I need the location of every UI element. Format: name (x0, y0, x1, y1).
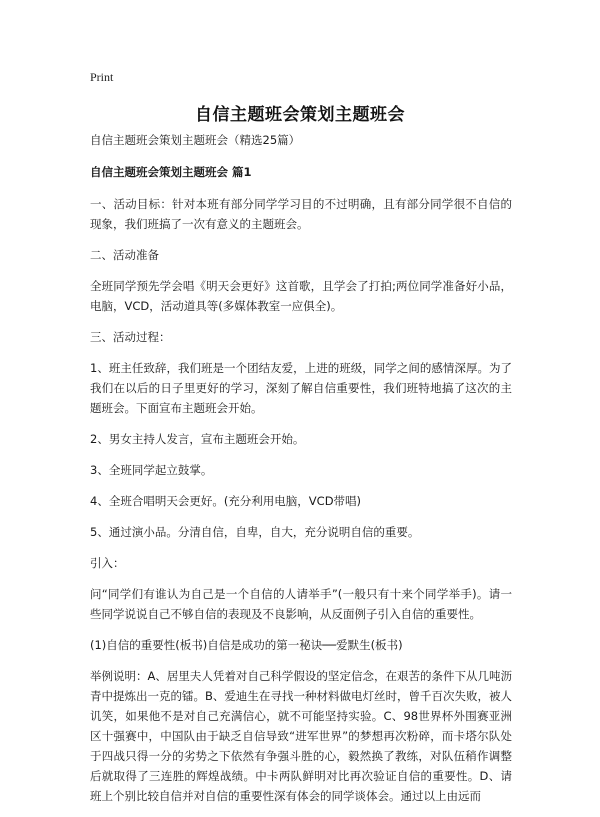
paragraph-examples: 举例说明：A、居里夫人凭着对自己科学假设的坚定信念，在艰苦的条件下从几吨沥青中提炼出一克的镭。B、爱迪生在寻找一种材料做电灯丝时，曾千百次失败，被人讥笑，如果他不是对自己充满信心，就不可能坚持实验。C、98世界杯外围赛亚洲区十强赛中，中国队由于缺乏自信导致“进军世界”的梦想再次粉碎，而卡塔尔队处于四战只得一分的劣势之下依然有争强斗胜的心，毅然换了教练，对队伍稍作调整后就取得了三连胜的辉煌战绩。中卡两队鲜明对比再次验证自信的重要性。D、请班上个别比较自信并对自信的重要性深有体会的同学谈体会。通过以上由远而 (90, 669, 512, 803)
paragraph-step-3: 3、全班同学起立鼓掌。 (90, 463, 213, 477)
section-heading: 自信主题班会策划主题班会 篇1 (90, 165, 252, 179)
paragraph-activity-goal: 一、活动目标：针对本班有部分同学学习目的不过明确，且有部分同学很不自信的现象，我们班搞了一次有意义的主题班会。 (90, 197, 512, 231)
print-label: Print (90, 70, 114, 84)
paragraph-step-1: 1、班主任致辞，我们班是一个团结友爱，上进的班级，同学之间的感情深厚。为了我们在以后的日子里更好的学习，深刻了解自信重要性，我们班特地搞了这次的主题班会。下面宣布主题班会开始。 (90, 361, 512, 415)
paragraph-preparation-heading: 二、活动准备 (90, 248, 159, 262)
paragraph-step-2: 2、男女主持人发言，宣布主题班会开始。 (90, 432, 305, 446)
paragraph-intro-question: 问“同学们有谁认为自己是一个自信的人请举手”(一般只有十来个同学举手)。请一些同学说说自己不够自信的表现及不良影响，从反面例子引入自信的重要性。 (90, 587, 512, 621)
paragraph-step-5: 5、通过演小品。分清自信，自卑，自大，充分说明自信的重要。 (90, 525, 420, 539)
document-body (90, 130, 512, 817)
paragraph-importance: (1)自信的重要性(板书)自信是成功的第一秘诀──爱默生(板书) (90, 638, 403, 652)
document-subtitle: 自信主题班会策划主题班会（精选25篇） (90, 133, 301, 147)
paragraph-preparation: 全班同学预先学会唱《明天会更好》这首歌，且学会了打拍;两位同学准备好小品，电脑，VCD，活动道具等(多媒体教室一应俱全)。 (90, 279, 512, 313)
paragraph-step-4: 4、全班合唱明天会更好。(充分利用电脑，VCD带唱) (90, 494, 362, 508)
paragraph-process-heading: 三、活动过程： (90, 330, 171, 344)
paragraph-intro-label: 引入： (90, 556, 125, 570)
page-title: 自信主题班会策划主题班会 (195, 105, 405, 125)
